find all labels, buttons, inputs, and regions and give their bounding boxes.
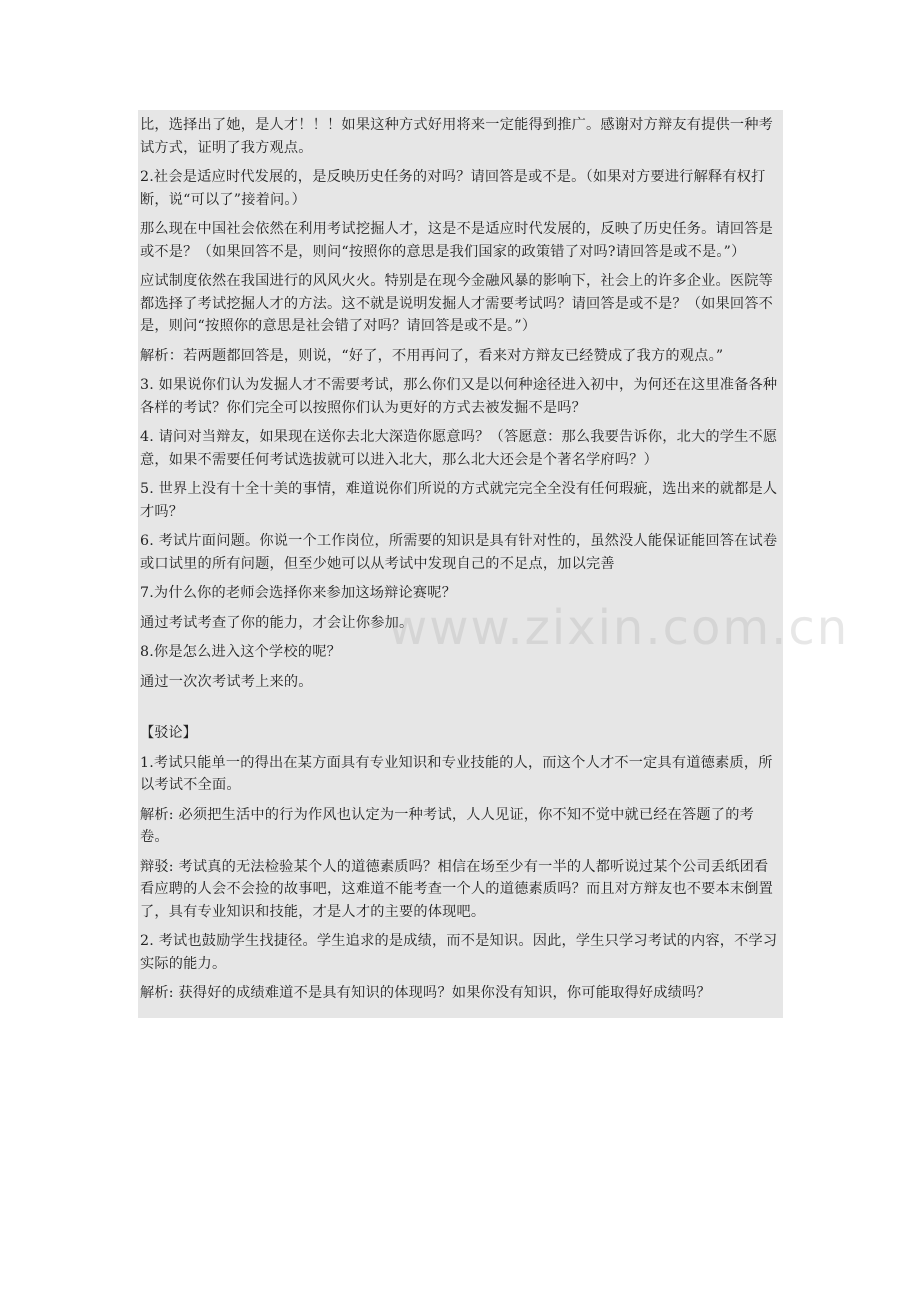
paragraph: 8.你是怎么进入这个学校的呢？ bbox=[140, 644, 341, 660]
paragraph: 2. 考试也鼓励学生找捷径。学生追求的是成绩，而不是知识。因此，学生只学习考试的内容，不学习实际的能力。 bbox=[140, 933, 778, 972]
paragraph: 应试制度依然在我国进行的风风火火。特别是在现今金融风暴的影响下，社会上的许多企业。医院等都选择了考试挖掘人才的方法。这不就是说明发掘人才需要考试吗？请回答是或不是？（如果回答不是，则问“按照你的意思是社会错了对吗？请回答是或不是。”） bbox=[140, 273, 774, 334]
paragraph: 通过一次次考试考上来的。 bbox=[140, 673, 313, 690]
paragraph: 7.为什么你的老师会选择你来参加这场辩论赛呢？ bbox=[140, 585, 457, 601]
paragraph: 3. 如果说你们认为发掘人才不需要考试，那么你们又是以何种途径进入初中，为何还在这里准备各种各样的考试？你们完全可以按照你们认为更好的方式去被发掘不是吗？ bbox=[140, 377, 778, 416]
paragraph: 解析: 获得好的成绩难道不是具有知识的体现吗？如果你没有知识，你可能取得好成绩吗？ bbox=[140, 985, 711, 1001]
section-spacer bbox=[140, 700, 782, 722]
paragraph: 2.社会是适应时代发展的，是反映历史任务的对吗？请回答是或不是。（如果对方要进行解释有权打断，说“可以了”接着问。） bbox=[140, 169, 766, 208]
document-body bbox=[138, 110, 783, 1018]
paragraph: 通过考试考查了你的能力，才会让你参加。 bbox=[140, 614, 414, 631]
section-heading: 【驳论】 bbox=[140, 725, 197, 741]
paragraph: 4. 请问对当辩友，如果现在送你去北大深造你愿意吗？（答愿意：那么我要告诉你，北大的学生不愿意，如果不需要任何考试选拔就可以进入北大，那么北大还会是个著名学府吗？） bbox=[140, 429, 778, 468]
paragraph: 1.考试只能单一的得出在某方面具有专业知识和专业技能的人，而这个人才不一定具有道德素质，所以考试不全面。 bbox=[140, 754, 773, 793]
paragraph: 比，选择出了她，是人才！！！如果这种方式好用将来一定能得到推广。感谢对方辩友有提供一种考试方式，证明了我方观点。 bbox=[140, 117, 774, 156]
paragraph: 辩驳: 考试真的无法检验某个人的道德素质吗？相信在场至少有一半的人都听说过某个公司丢纸团看看应聘的人会不会捡的故事吧，这难道不能考查一个人的道德素质吗？而且对方辩友也不要本末倒置了，具有专业知识和技能，才是人才的主要的体现吧。 bbox=[140, 858, 774, 920]
paragraph: 6. 考试片面问题。你说一个工作岗位，所需要的知识是具有针对性的，虽然没人能保证能回答在试卷或口试里的所有问题，但至少她可以从考试中发现自己的不足点，加以完善 bbox=[140, 533, 778, 572]
paragraph: 5. 世界上没有十全十美的事情，难道说你们所说的方式就完完全全没有任何瑕疵，选出来的就都是人才吗？ bbox=[140, 481, 778, 520]
paragraph: 解析：若两题都回答是，则说，“好了，不用再问了，看来对方辩友已经赞成了我方的观点。” bbox=[140, 347, 724, 364]
paragraph: 那么现在中国社会依然在利用考试挖掘人才，这是不是适应时代发展的，反映了历史任务。请回答是或不是？（如果回答不是，则问“按照你的意思是我们国家的政策错了对吗?请回答是或不是。”） bbox=[140, 221, 774, 260]
paragraph: 解析: 必须把生活中的行为作风也认定为一种考试，人人见证，你不知不觉中就已经在答题了的考卷。 bbox=[140, 806, 754, 845]
watermark: www.zixin.com.cn bbox=[388, 600, 850, 656]
